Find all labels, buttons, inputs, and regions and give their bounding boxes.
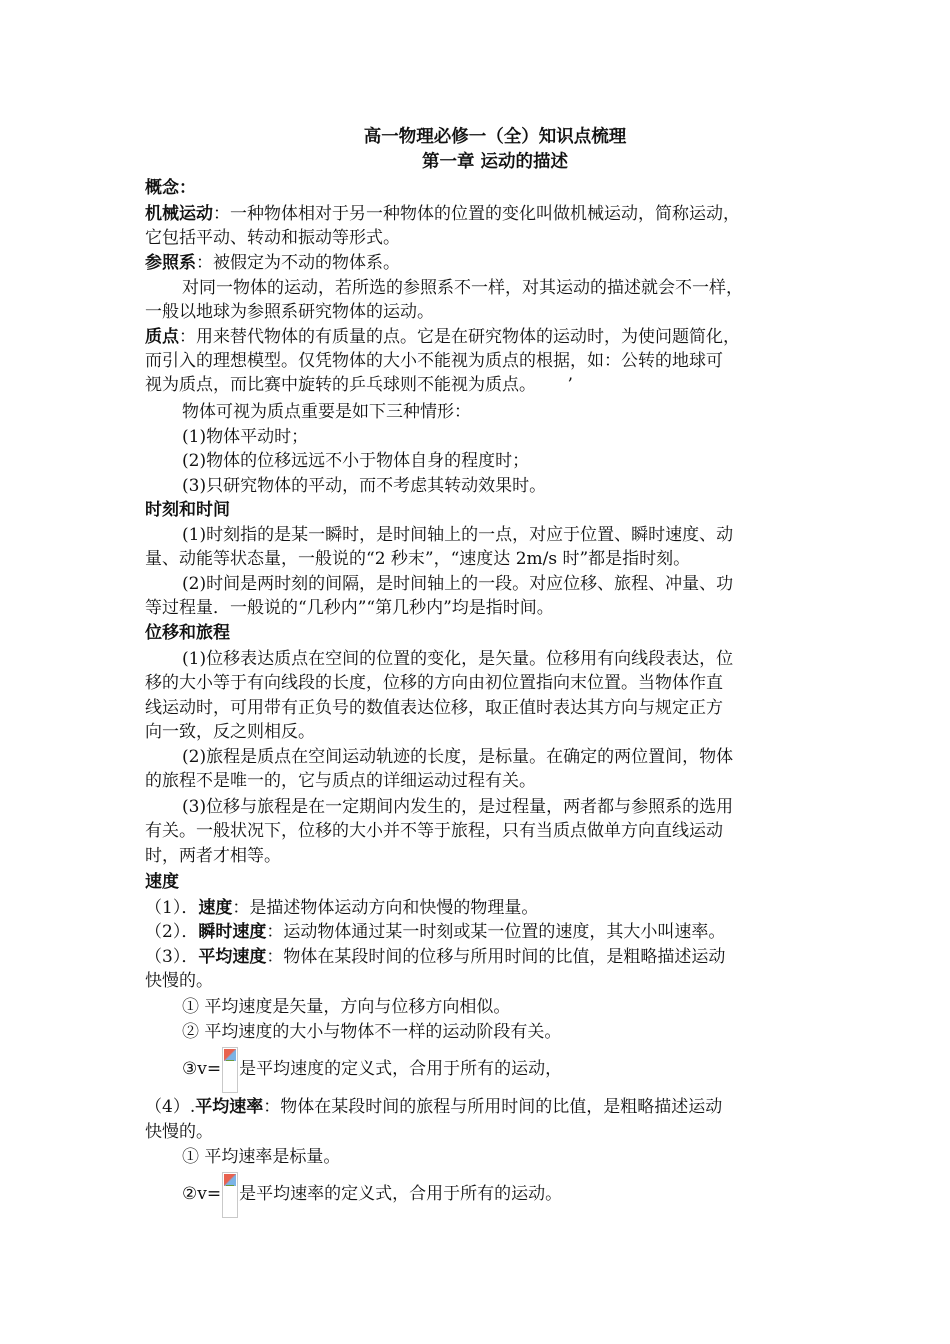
reference-frame-paragraph-1: 对同一物体的运动，若所选的参照系不一样，对其运动的描述就会不一样， [182, 278, 743, 298]
average-speed-note-1: ① 平均速率是标量。 [182, 1147, 341, 1167]
velocity-item-3-text-2: 快慢的。 [145, 971, 213, 991]
displacement-paragraph-2a: (2)旅程是质点在空间运动轨迹的长度，是标量。在确定的两位置间，物体 [182, 747, 734, 767]
velocity-item-2-number: （2）． [145, 922, 199, 942]
velocity-item-4-text-2: 快慢的。 [145, 1122, 213, 1142]
displacement-heading: 位移和旅程 [145, 623, 230, 643]
average-velocity-formula-line [182, 1046, 562, 1093]
displacement-paragraph-3c: 时，两者才相等。 [145, 846, 281, 866]
particle-text-3-body: 视为质点，而比赛中旋转的乒乓球则不能视为质点。 [145, 375, 528, 395]
particle-term: 质点 [145, 327, 179, 347]
velocity-item-4-term: 平均速率 [195, 1097, 264, 1117]
mechanical-motion-text: ：一种物体相对于另一种物体的位置的变化叫做机械运动，简称运动， [213, 204, 740, 224]
particle-text-2: 而引入的理想模型。仅凭物体的大小不能视为质点的根据，如：公转的地球可 [145, 351, 723, 371]
velocity-item-1-text: ：是描述物体运动方向和快慢的物理量。 [232, 898, 539, 918]
stray-mark: ’ [567, 375, 573, 395]
broken-image-icon [222, 1172, 238, 1218]
displacement-paragraph-1c: 线运动时，可用带有正负号的数值表达位移，取正值时表达其方向与规定正方 [145, 698, 723, 718]
chapter-title: 第一章 运动的描述 [421, 152, 569, 172]
velocity-item-3 [145, 945, 725, 969]
time-paragraph-1b: 量、动能等状态量，一般说的“2 秒末”，“速度达 2m/s 时”都是指时刻。 [145, 549, 691, 569]
particle-case-2: (2)物体的位移远远不小于物体自身的程度时； [182, 451, 530, 471]
particle-text: ：用来替代物体的有质量的点。它是在研究物体的运动时，为使问题简化， [179, 327, 740, 347]
velocity-item-4-number: （4）. [145, 1097, 196, 1117]
average-velocity-note-2: ② 平均速度的大小与物体不一样的运动阶段有关。 [182, 1022, 562, 1042]
particle-case-1: (1)物体平动时； [182, 427, 309, 447]
velocity-heading: 速度 [145, 872, 179, 892]
velocity-item-1 [145, 896, 538, 920]
displacement-paragraph-3b: 有关。一般状况下，位移的大小并不等于旅程，只有当质点做单方向直线运动 [145, 821, 723, 841]
displacement-paragraph-1b: 移的大小等于有向线段的长度，位移的方向由初位置指向末位置。当物体作直 [145, 673, 723, 693]
displacement-paragraph-2b: 的旅程不是唯一的，它与质点的详细运动过程有关。 [145, 771, 536, 791]
velocity-item-1-number: （1）． [145, 898, 199, 918]
formula-description: 是平均速率的定义式，合用于所有的运动。 [239, 1184, 563, 1204]
velocity-item-2-text: ：运动物体通过某一时刻或某一位置的速度，其大小叫速率。 [266, 922, 726, 942]
velocity-item-3-number: （3）． [145, 947, 199, 967]
velocity-item-3-term: 平均速度 [198, 947, 267, 967]
reference-frame-line [145, 251, 400, 275]
particle-case-3: (3)只研究物体的平动，而不考虑其转动效果时。 [182, 476, 547, 496]
time-paragraph-1a: (1)时刻指的是某一瞬时，是时间轴上的一点，对应于位置、瞬时速度、动 [182, 525, 734, 545]
velocity-item-4-text: ：物体在某段时间的旅程与所用时间的比值，是粗略描述运动 [263, 1097, 723, 1117]
velocity-item-3-text: ：物体在某段时间的位移与所用时间的比值，是粗略描述运动 [266, 947, 726, 967]
average-speed-formula-line [182, 1171, 562, 1218]
reference-frame-paragraph-2: 一般以地球为参照系研究物体的运动。 [145, 302, 434, 322]
displacement-paragraph-1d: 向一致，反之则相反。 [145, 722, 315, 742]
mechanical-motion-term: 机械运动 [145, 204, 213, 224]
formula-description: 是平均速度的定义式，合用于所有的运动， [239, 1059, 563, 1079]
particle-cases-intro: 物体可视为质点重要是如下三种情形： [182, 402, 471, 422]
velocity-item-1-term: 速度 [198, 898, 233, 918]
formula-prefix: ③v= [182, 1059, 222, 1079]
particle-line [145, 325, 740, 349]
document-title: 高一物理必修一（全）知识点梳理 [363, 127, 627, 147]
time-paragraph-2b: 等过程量．一般说的“几秒内”“第几秒内”均是指时间。 [145, 598, 554, 618]
reference-frame-term: 参照系 [145, 253, 196, 273]
mechanical-motion-line [145, 202, 740, 226]
velocity-item-2-term: 瞬时速度 [198, 922, 267, 942]
time-heading: 时刻和时间 [145, 500, 230, 520]
formula-prefix: ②v= [182, 1184, 222, 1204]
particle-text-3 [145, 373, 573, 397]
velocity-item-2 [145, 920, 725, 944]
reference-frame-text: ：被假定为不动的物体系。 [196, 253, 400, 273]
displacement-paragraph-3a: (3)位移与旅程是在一定期间内发生的，是过程量，两者都与参照系的选用 [182, 797, 734, 817]
velocity-item-4 [145, 1095, 722, 1119]
broken-image-icon [222, 1047, 238, 1093]
displacement-paragraph-1a: (1)位移表达质点在空间的位置的变化，是矢量。位移用有向线段表达，位 [182, 649, 734, 669]
mechanical-motion-text-2: 它包括平动、转动和振动等形式。 [145, 228, 400, 248]
average-velocity-note-1: ① 平均速度是矢量，方向与位移方向相似。 [182, 997, 511, 1017]
time-paragraph-2a: (2)时间是两时刻的间隔，是时间轴上的一段。对应位移、旅程、冲量、功 [182, 574, 734, 594]
concepts-heading: 概念： [145, 178, 196, 198]
